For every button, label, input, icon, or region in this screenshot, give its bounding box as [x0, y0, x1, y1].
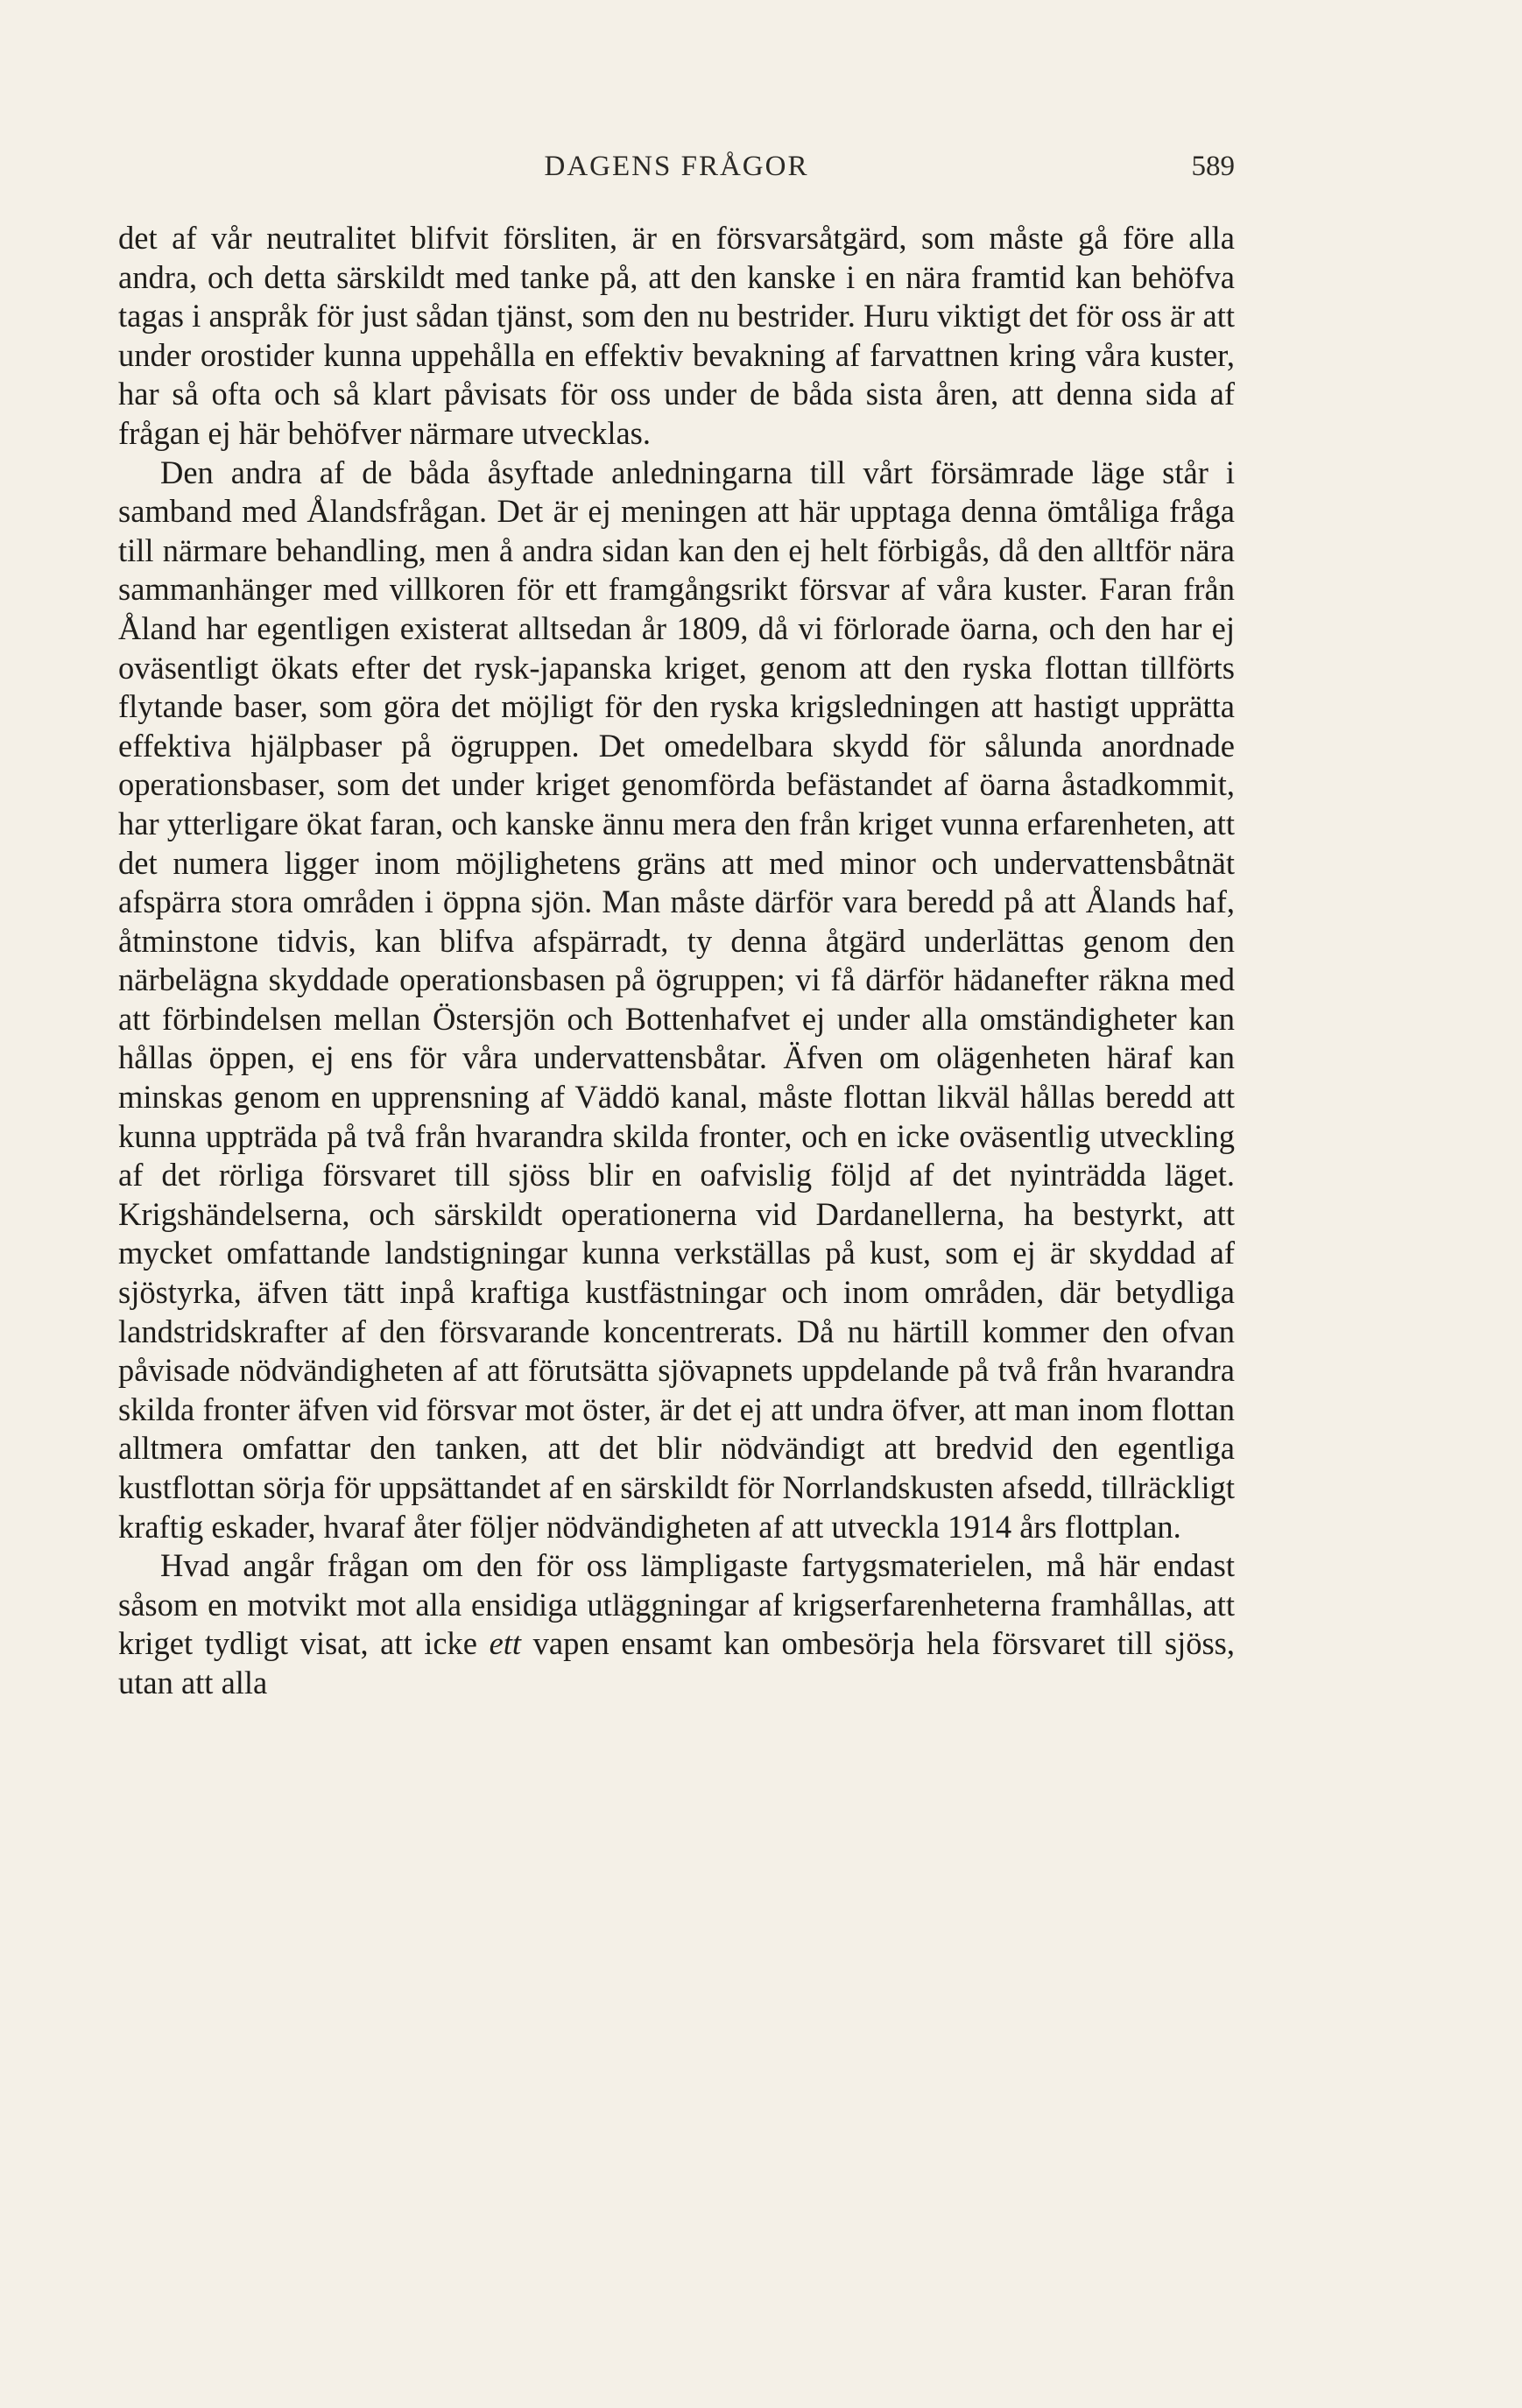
paragraph-3-text-before: Hvad angår frågan om den för oss lämpligaste fartygsmaterielen, må här endast såsom en motvikt mot alla ensidiga utläggningar af krigserfarenheterna framhållas, att kriget tydligt visat, att icke	[118, 1547, 1235, 1662]
paragraph-3-text-after: vapen ensamt kan ombesörja hela försvaret till sjöss, utan att alla	[118, 1625, 1235, 1700]
paragraph-3-emphasis: ett	[489, 1625, 522, 1662]
page-number: 589	[1191, 151, 1235, 182]
paragraph-1: det af vår neutralitet blifvit försliten, är en försvarsåtgärd, som måste gå före alla andra, och detta särskildt med tanke på, att den kanske i en nära framtid kan behöfva tagas i anspråk för just sådan tjänst, som den nu bestrider. Huru viktigt det för oss är att under orostider kunna uppehålla en effektiv bevakning af farvattnen kring våra kuster, har så ofta och så klart påvisats för oss under de båda sista åren, att denna sida af frågan ej här behöfver närmare utvecklas.	[118, 220, 1235, 451]
page-header	[118, 151, 1235, 194]
paragraph-3	[118, 1546, 1235, 1702]
paragraph-2: Den andra af de båda åsyftade anledningarna till vårt försämrade läge står i samband med Ålandsfrågan. Det är ej meningen att här upptaga denna ömtåliga fråga till närmare behandling, men å andra sidan kan den ej helt förbigås, då den alltför nära sammanhänger med villkoren för ett framgångsrikt försvar af våra kuster. Faran från Åland har egentligen existerat alltsedan år 1809, då vi förlorade öarna, och den har ej oväsentligt ökats efter det rysk-japanska kriget, genom att den ryska flottan tillförts flytande baser, som göra det möjligt för den ryska krigsledningen att hastigt upprätta effektiva hjälpbaser på ögruppen. Det omedelbara skydd för sålunda anordnade operationsbaser, som det under kriget genomförda befästandet af öarna åstadkommit, har ytterligare ökat faran, och kanske ännu mera den från kriget vunna erfarenheten, att det numera ligger inom möjlighetens gräns att med minor och undervattensbåtnät afspärra stora områden i öppna sjön. Man måste därför vara beredd på att Ålands haf, åtminstone tidvis, kan blifva afspärradt, ty denna åtgärd underlättas genom den närbelägna skyddade operationsbasen på ögruppen; vi få därför hädanefter räkna med att förbindelsen mellan Östersjön och Bottenhafvet ej under alla omständigheter kan hållas öppen, ej ens för våra undervattensbåtar. Äfven om olägenheten häraf kan minskas genom en upprensning af Väddö kanal, måste flottan likväl hållas beredd att kunna uppträda på två från hvarandra skilda fronter, och en icke oväsentlig utveckling af det rörliga försvaret till sjöss blir en oafvislig följd af det nyinträdda läget. Krigshändelserna, och särskildt operationerna vid Dardanellerna, ha bestyrkt, att mycket omfattande landstigningar kunna verkställas på kust, som ej är skyddad af sjöstyrka, äfven tätt inpå kraftiga kustfästningar och inom områden, där betydliga landstridskrafter af den försvarande koncentrerats. Då nu härtill kommer den ofvan påvisade nödvändigheten af att förutsätta sjövapnets uppdelande på två från hvarandra skilda fronter äfven vid försvar mot öster, är det ej att undra öfver, att man inom flottan alltmera omfattar den tanken, att det blir nödvändigt att bredvid den egentliga kustflottan sörja för uppsättandet af en särskildt för Norrlandskusten afsedd, tillräckligt kraftig eskader, hvaraf åter följer nödvändigheten af att utveckla 1914 års flottplan.	[118, 454, 1235, 1545]
running-title: DAGENS FRÅGOR	[544, 151, 809, 182]
body-text	[118, 219, 1235, 1703]
